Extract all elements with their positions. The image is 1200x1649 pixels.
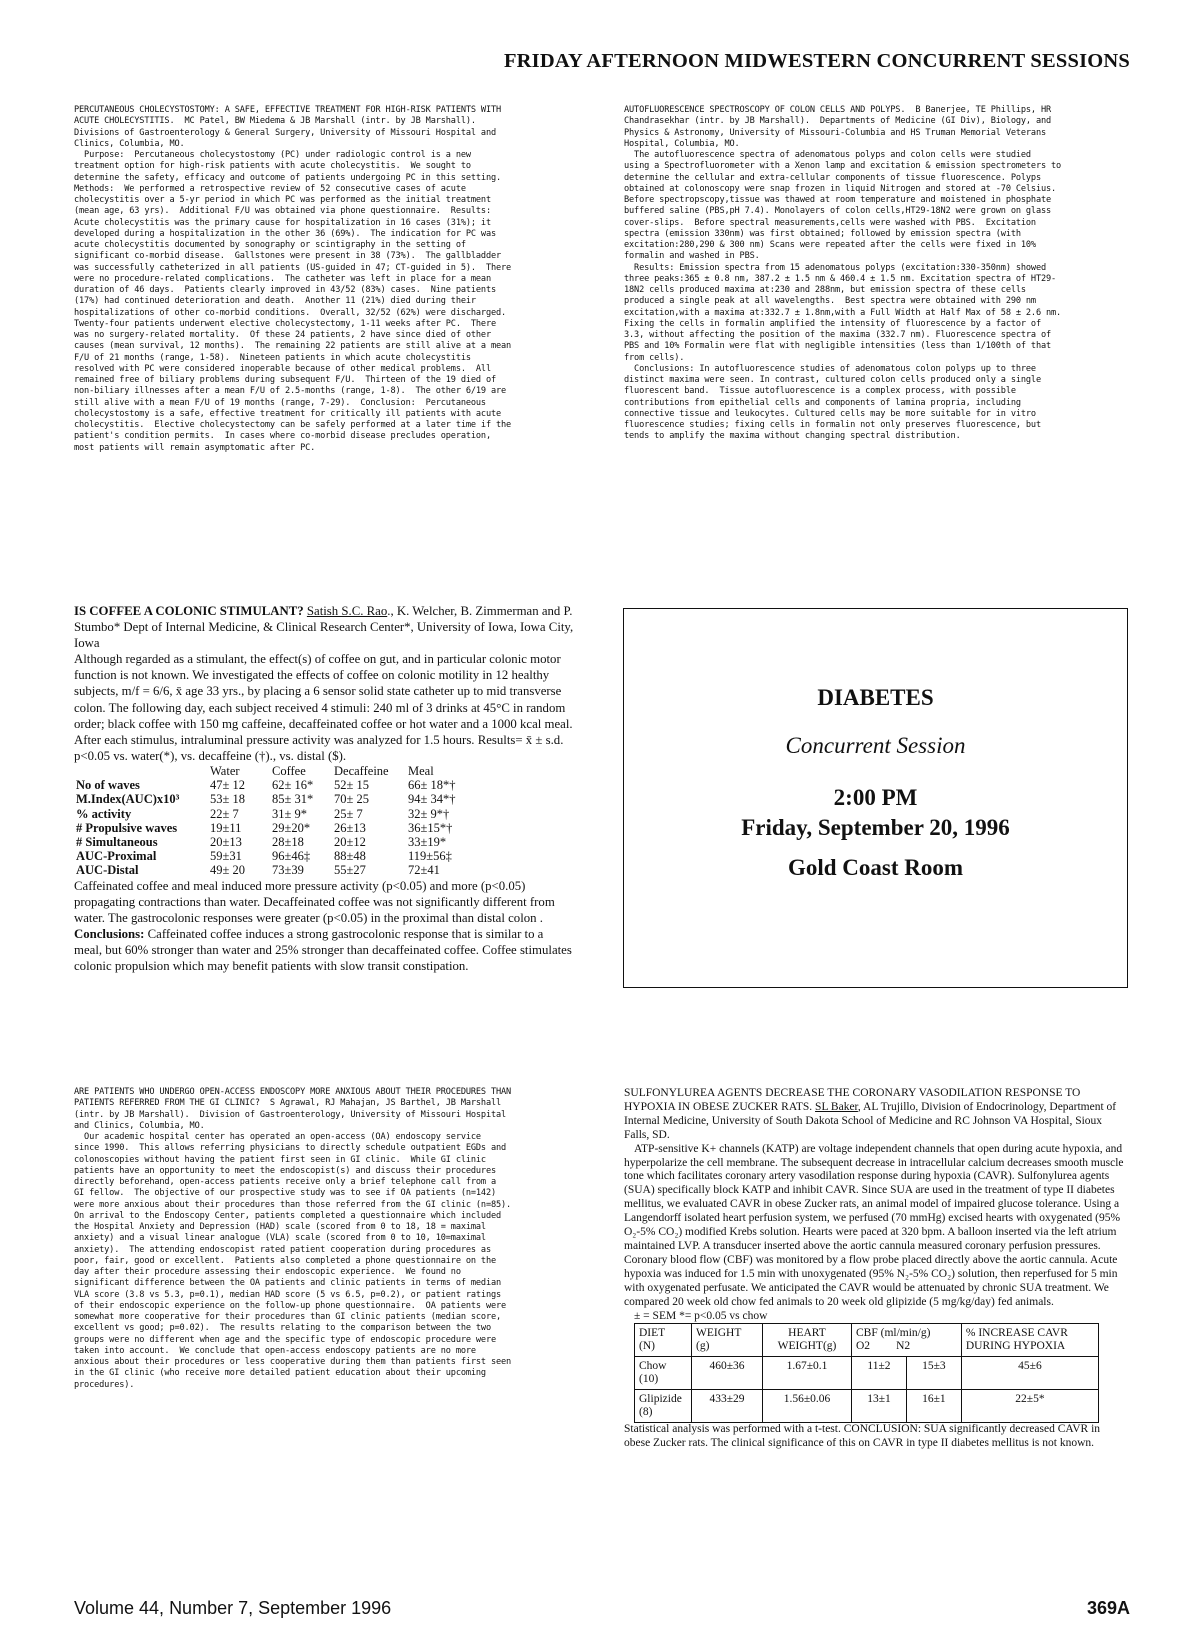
text-line: Twenty-four patients underwent elective cholecystectomy, 1-11 weeks after PC. There xyxy=(74,318,497,329)
text-line: excitation,with a maxima at:332.7 ± 1.8nm,with a Full Width at Half Max of 58 ± 2.6 nm. xyxy=(624,307,1062,318)
abstract-coffee xyxy=(74,603,574,974)
table-header-cell: Meal xyxy=(408,763,434,778)
text-line: Methods: We performed a retrospective review of 52 consecutive cases of acute xyxy=(74,183,466,194)
footer-volume: Volume 44, Number 7, September 1996 xyxy=(74,1598,392,1618)
cell-diet: Chow xyxy=(639,1360,667,1373)
abstract-sulfonylurea-authors: , AL Trujillo, Division of Endocrinology, Department of Internal Medicine, University of South Dakota School of Medicine and RC Johnson VA Hospital, Sioux Falls, SD. xyxy=(624,1100,1117,1141)
cell-n2: 16±1 xyxy=(922,1393,946,1406)
table-cell: 47± 12 xyxy=(210,778,245,793)
table-cell: No of waves xyxy=(76,778,140,793)
table-row xyxy=(635,1390,1099,1423)
table-cell: 85± 31* xyxy=(272,792,314,807)
table-cell: 59±31 xyxy=(210,849,242,864)
cell-o2: 13±1 xyxy=(867,1393,891,1406)
text-line: anxious about their procedures or less cooperative during them than patients first seen xyxy=(74,1357,512,1367)
text-line: (mean age, 63 yrs). Additional F/U was obtained via phone questionnaire. Results: xyxy=(74,206,491,217)
abstract-sulfonylurea-title: SULFONYLUREA AGENTS DECREASE THE CORONARY VASODILATION RESPONSE TO HYPOXIA IN OBESE ZUCKER RATS. xyxy=(624,1087,1081,1113)
table-header-cell: Coffee xyxy=(272,763,306,778)
table-cell: 73±39 xyxy=(272,863,304,878)
text-line: resolved with PC were considered inoperable because of other medical problems. All xyxy=(74,363,491,374)
col-cbf: CBF (ml/min/g) xyxy=(856,1327,931,1340)
text-line: connective tissue and leukocytes. Cultured cells may be more suitable for in vitro xyxy=(624,408,1036,419)
text-line: excellent vs good; p=0.02). The results relating to the comparison between the two xyxy=(74,1323,491,1334)
page-header: FRIDAY AFTERNOON MIDWESTERN CONCURRENT SESSIONS xyxy=(503,50,1130,72)
text-line: buffered saline (PBS,pH 7.4). Monolayers of colon cells,HT29-18N2 were grown on glass xyxy=(624,206,1052,217)
session-date: Friday, September 20, 1996 xyxy=(741,815,1010,840)
text-line: Our academic hospital center has operated an open-access (OA) endoscopy service xyxy=(74,1132,481,1142)
text-line: cholecystostomy is a safe, effective treatment for critically ill patients with acute xyxy=(74,408,502,419)
table-cell xyxy=(635,1390,692,1423)
abstract-coffee-body: Although regarded as a stimulant, the effect(s) of coffee on gut, and in particular colonic motor function is not known. We investigated the effects of coffee on colonic motility in 12 healthy subjects, m/f = 6/6, x̄ age 33 yrs., by placing a 6 sensor solid state catheter up to mid transverse colon. The following day, each subject received 4 stimuli: 240 ml of 3 drinks at 45°C in random order; black coffee with 150 mg caffeine, decaffeinated coffee or hot water and a 1000 kcal meal. After each stimulus, intraluminal pressure activity was analyzed for 1.5 hours. Results= x̄ ± s.d. p<0.05 vs. water(*), vs. decaffeine (†)., vs. distal ($). xyxy=(74,652,573,763)
cell-o2: 11±2 xyxy=(867,1360,891,1373)
table-cell xyxy=(852,1357,907,1390)
table-cell xyxy=(961,1357,1098,1390)
cell-n2: 15±3 xyxy=(922,1360,946,1373)
table-cell: 62± 16* xyxy=(272,778,314,793)
session-announcement-box xyxy=(623,608,1128,988)
col-o2: O2 xyxy=(856,1340,871,1353)
text-line: Physics & Astronomy, University of Missouri-Columbia and HS Truman Memorial Veterans xyxy=(624,127,1047,138)
text-line: ACUTE CHOLECYSTITIS. MC Patel, BW Miedema & JB Marshall (intr. by JB Marshall). xyxy=(74,116,476,127)
text-line: significant co-morbid disease. Gallstones were present in 38 (73%). The gallbladder xyxy=(74,251,502,262)
text-line: spectra (emission 330nm) was first obtained; followed by emission spectra (with xyxy=(624,228,1021,239)
abstract-coffee-header xyxy=(74,603,574,651)
text-line: determine the cellular and extra-cellular components of tissue fluorescence. Polyps xyxy=(624,172,1041,183)
col-heart: HEART xyxy=(788,1327,826,1340)
table-cell xyxy=(692,1390,763,1423)
text-line: poor, fair, good or excellent. Patients also completed a phone questionnaire on the xyxy=(74,1255,497,1266)
table-cell: 55±27 xyxy=(334,863,366,878)
conclusion-text-post: Caffeinated coffee induces a strong gastrocolonic response that is similar to a meal, but 60% stronger than water and 25% stronger than decaffeinated coffee. Coffee stimulates colonic propulsion which may benefit patients with slow transit constipation. xyxy=(74,926,572,974)
table-cell xyxy=(635,1357,692,1390)
abstract-autofluorescence xyxy=(624,105,1124,443)
table-header-cell xyxy=(74,764,208,778)
text-line: Chandrasekhar (intr. by JB Marshall). Departments of Medicine (GI Div), Biology, and xyxy=(624,116,1052,127)
table-cell: 53± 18 xyxy=(210,792,245,807)
text-line: distinct maxima were seen. In contrast, cultured colon cells produced only a single xyxy=(624,375,1041,385)
cell-diet: Glipizide xyxy=(639,1393,682,1406)
text-line: somewhat more cooperative for their procedures than GI clinic patients (median score, xyxy=(74,1312,502,1322)
abstract-sulfonylurea-presenting-author: SL Baker xyxy=(815,1100,858,1113)
col-heart-unit: WEIGHT(g) xyxy=(777,1340,837,1353)
text-line: directly beforehand, open-access patients receive only a brief telephone call from a xyxy=(74,1177,497,1187)
table-cell: 32± 9*† xyxy=(408,806,450,821)
abstract-sulfonylurea xyxy=(624,1087,1129,1451)
text-line: fluorescent band. Tissue autofluorescence is a complex process, with possible xyxy=(624,386,1016,397)
text-line: anxiety). The attending endoscopist rated patient cooperation during procedures as xyxy=(74,1244,491,1255)
table-cell xyxy=(961,1390,1098,1423)
text-line: using a Spectrofluorometer with a Xenon lamp and excitation & emission spectrometers to xyxy=(624,161,1062,172)
text-line: patients have an opportunity to meet the endoscopist(s) and discuss their procedures xyxy=(74,1165,497,1176)
text-line: non-biliary illnesses after a mean F/U of 2.5-months (range, 1-8). The other 6/19 are xyxy=(74,386,507,397)
text-line: Clinics, Columbia, MO. xyxy=(74,138,185,149)
table-row xyxy=(74,778,458,792)
table-cell xyxy=(763,1357,852,1390)
text-line: anxiety) and a visual linear analogue (VLA) scale (scored from 0 to 10, 10=maximal xyxy=(74,1233,486,1244)
text-line: Purpose: Percutaneous cholecystostomy (PC) under radiologic control is a new xyxy=(74,150,471,160)
text-line: from cells). xyxy=(624,352,685,363)
table-cell: 20±12 xyxy=(334,834,366,849)
text-line: obtained at colonoscopy were snap frozen in liquid Nitrogen and stored at -70 Celsius. xyxy=(624,183,1057,194)
text-line: VLA score (3.8 vs 5.3, p=0.1), median HAD score (5 vs 6.5, p=0.2), or patient ratings xyxy=(74,1289,502,1300)
table-cell: 96±46‡ xyxy=(272,849,311,864)
table-cell xyxy=(906,1357,961,1390)
text-line: 18N2 cells produced maxima at:230 and 288nm, but emission spectra of these cells xyxy=(624,285,1026,295)
text-line: PBS and 10% Formalin were flat with negligible intensities (less than 1/100th of that xyxy=(624,341,1052,352)
text-line: taken into account. We conclude that open-access endoscopy patients are no more xyxy=(74,1345,476,1356)
text-line: procedures). xyxy=(74,1379,135,1390)
abstract-sulfonylurea-header xyxy=(624,1087,1129,1143)
table-cell: 94± 34*† xyxy=(408,792,456,807)
cell-heart: 1.56±0.06 xyxy=(783,1393,831,1406)
table-cell: 25± 7 xyxy=(334,806,363,821)
col-weight-unit: (g) xyxy=(696,1340,710,1353)
abstract-percutaneous-cholecystostomy xyxy=(74,105,574,454)
table-cell: 20±13 xyxy=(210,834,242,849)
text-line: PATIENTS REFERRED FROM THE GI CLINIC? S Agrawal, RJ Mahajan, JS Barthel, JB Marshall xyxy=(74,1098,502,1109)
col-increase: % INCREASE CAVR xyxy=(965,1327,1068,1340)
text-line: Divisions of Gastroenterology & General Surgery, University of Missouri Hospital and xyxy=(74,127,497,138)
text-line: developed during a hospitalization in the other 36 (69%). The indication for PC was xyxy=(74,228,497,239)
session-subtitle: Concurrent Session xyxy=(785,733,966,758)
col-increase-sub: DURING HYPOXIA xyxy=(965,1340,1066,1353)
text-line: (intr. by JB Marshall). Division of Gastroenterology, University of Missouri Hospital xyxy=(74,1109,507,1120)
cell-inc: 45±6 xyxy=(1018,1360,1042,1373)
text-line: cover-slips. Before spectral measurements,cells were washed with PBS. Excitation xyxy=(624,217,1036,228)
text-line: remained free of biliary problems during subsequent F/U. Thirteen of the 19 died of xyxy=(74,375,497,385)
text-line: Before spectropscopy,tissue was thawed at room temperature and moistened in phosphate xyxy=(624,195,1052,205)
abstract-coffee-title: IS COFFEE A COLONIC STIMULANT? xyxy=(74,604,304,618)
text-line: day after their procedure assessing their endoscopic experience. We found no xyxy=(74,1267,461,1277)
table-cell: AUC-Proximal xyxy=(76,849,157,864)
table-cell: 72±41 xyxy=(408,863,440,878)
table-row xyxy=(74,863,458,877)
text-line: PERCUTANEOUS CHOLECYSTOSTOMY: A SAFE, EFFECTIVE TREATMENT FOR HIGH-RISK PATIENTS WITH xyxy=(74,105,502,115)
table-cell: 19±11 xyxy=(210,820,242,835)
table-cell: 70± 25 xyxy=(334,792,369,807)
text-line: acute cholecystitis documented by sonography or scintigraphy in the setting of xyxy=(74,240,466,250)
table-cell: # Propulsive waves xyxy=(76,820,178,835)
session-room: Gold Coast Room xyxy=(787,855,964,880)
text-line: was successfully catheterized in all patients (US-guided in 47; CT-guided in 5). There xyxy=(74,262,512,273)
text-line: groups were no different when age and the specific type of endoscopic procedure were xyxy=(74,1334,497,1345)
text-line: determine the safety, efficacy and outcome of patients undergoing PC in this setting. xyxy=(74,172,502,183)
table-cell: 52± 15 xyxy=(334,778,369,793)
text-line: excitation:280,290 & 300 nm) Scans were repeated after the cells were fixed in 10% xyxy=(624,240,1036,250)
table-header-row xyxy=(635,1324,1099,1357)
table-cell: 119±56‡ xyxy=(408,849,452,864)
col-n2: N2 xyxy=(896,1340,911,1353)
table-row xyxy=(635,1357,1099,1390)
table-row xyxy=(74,807,458,821)
abstract-sulfonylurea-footer: Statistical analysis was performed with a t-test. CONCLUSION: SUA significantly decreased CAVR in obese Zucker rats. The clinical significance of this on CAVR in type II diabetes mellitus is not known. xyxy=(624,1423,1101,1450)
col-weight: WEIGHT xyxy=(696,1327,742,1340)
abstract-coffee-authors: ., K. Welcher, B. Zimmerman and P. Stumbo* Dept of Internal Medicine, & Clinical Research Center*, University of Iowa, Iowa City, Iowa xyxy=(74,604,574,651)
text-line: cholecystitis. Elective cholecystectomy can be safely performed at a later time if the xyxy=(74,420,512,430)
table-cell: 26±13 xyxy=(334,820,366,835)
table-cell: # Simultaneous xyxy=(76,834,158,849)
text-line: of their endoscopic experience on the follow-up phone questionnaire. OA patients were xyxy=(74,1300,507,1311)
text-line: three peaks:365 ± 0.8 nm, 387.2 ± 1.5 nm & 460.4 ± 1.5 nm. Excitation spectra of HT29- xyxy=(624,273,1057,284)
session-title: DIABETES xyxy=(817,685,934,710)
table-cell: 36±15*† xyxy=(408,820,453,835)
text-line: treatment option for high-risk patients with acute cholecystitis. We sought to xyxy=(74,161,471,172)
table-cell: 88±48 xyxy=(334,849,366,864)
cell-n: (10) xyxy=(639,1373,659,1386)
table-cell: 33±19* xyxy=(408,834,447,849)
text-line: The autofluorescence spectra of adenomatous polyps and colon cells were studied xyxy=(624,150,1031,160)
text-line: Conclusions: In autofluorescence studies of adenomatous colon polyps up to three xyxy=(624,363,1036,374)
text-line: hospitalizations of other co-morbid conditions. Overall, 32/52 (62%) were discharged. xyxy=(74,307,507,318)
text-line: patient's condition permits. In cases where co-morbid disease precludes operation, xyxy=(74,431,491,442)
table-cell xyxy=(692,1357,763,1390)
text-line: and Clinics, Columbia, MO. xyxy=(74,1120,205,1131)
text-line: duration of 46 days. Patients clearly improved in 43/52 (83%) cases. Nine patients xyxy=(74,285,497,295)
text-line: the Hospital Anxiety and Depression (HAD) scale (scored from 0 to 18, 18 = maximal xyxy=(74,1222,486,1232)
table-cell: % activity xyxy=(76,806,132,821)
table-cell: 49± 20 xyxy=(210,863,245,878)
text-line: colonoscopies without having the patient first seen in GI clinic. While GI clinic xyxy=(74,1154,486,1165)
text-line: cholecystitis over a 5-yr period in which PC was performed as the initial treatment xyxy=(74,195,491,205)
text-line: F/U of 21 months (range, 1-58). Nineteen patients in which acute cholecystitis xyxy=(74,352,471,363)
table-header-cell: Water xyxy=(210,763,240,778)
text-line: contributions from epithelial cells and components of lamina propria, including xyxy=(624,397,1021,408)
text-line: (17%) had continued deterioration and death. Another 11 (21%) died during their xyxy=(74,296,476,307)
text-line: ARE PATIENTS WHO UNDERGO OPEN-ACCESS ENDOSCOPY MORE ANXIOUS ABOUT THEIR PROCEDURES THAN xyxy=(74,1087,512,1097)
text-line: causes (mean survival, 12 months). The remaining 22 patients are still alive at a mean xyxy=(74,341,512,352)
text-line: AUTOFLUORESCENCE SPECTROSCOPY OF COLON CELLS AND POLYPS. B Banerjee, TE Phillips, HR xyxy=(624,105,1052,115)
text-line: Acute cholecystitis was the primary cause for hospitalization in 16 cases (31%); it xyxy=(74,217,491,228)
text-line: in the GI clinic (who receive more detailed patient education about their upcoming xyxy=(74,1368,486,1379)
abstract-sulfonylurea-body: ATP-sensitive K+ channels (KATP) are voltage independent channels that open during acute hypoxia, and hyperpolarize the cell membrane. The subsequent decrease in intracellular calcium decreases smooth muscle tone which facilitates coronary artery vasodilation response during hypoxia (CAVR). Sulfonylurea agents (SUA) specifically block KATP and inhibit CAVR. Since SUA are used in the treatment of type II diabetes mellitus, we evaluated CAVR in obese Zucker rats, an animal model of impaired glucose tolerance. Using a Langendorff isolated heart perfusion system, we perfused (70 mmHg) excised hearts with oxygenated (95% O₂-5% CO₂) modified Krebs solution. Hearts were paced at 320 bpm. A balloon inserted via the left atrium maintained LVP. A transducer inserted above the aortic cannula measured coronary perfusion pressures. Coronary blood flow (CBF) was monitored by a flow probe placed directly above the aortic cannula. Acute hypoxia was induced for 1.5 min with unoxygenated (95% N₂-5% CO₂) solution, then reperfused for 5 min with oxygenated perfusate. We anticipated the CAVR would be attenuated by chronic SUA treatment. We compared 20 week old chow fed animals to 20 week old glipizide (5 mg/kg/day) fed animals. xyxy=(624,1142,1124,1308)
table-row xyxy=(74,821,458,835)
table-legend: ± = SEM *= p<0.05 vs chow xyxy=(634,1309,768,1322)
table-cell: 29±20* xyxy=(272,820,311,835)
session-time: 2:00 PM xyxy=(833,785,918,810)
table-cell xyxy=(906,1390,961,1423)
text-line: fluorescence studies; fixing cells in formalin not only preserves fluorescence, but xyxy=(624,420,1041,430)
sulfonylurea-results-table xyxy=(634,1323,1099,1423)
coffee-results-table xyxy=(74,764,458,878)
table-cell: 66± 18*† xyxy=(408,778,456,793)
text-line: produced a single peak at all wavelengths. Best spectra were obtained with 290 nm xyxy=(624,296,1036,307)
cell-weight: 433±29 xyxy=(709,1393,745,1406)
text-line: since 1990. This allows referring physicians to directly schedule outpatient EGDs and xyxy=(74,1143,507,1154)
table-cell: 31± 9* xyxy=(272,806,307,821)
table-row xyxy=(74,835,458,849)
text-line: Fixing the cells in formalin amplified the intensity of fluorescence by a factor of xyxy=(624,318,1041,329)
text-line: formalin and washed in PBS. xyxy=(624,251,760,262)
table-cell: M.Index(AUC)x10³ xyxy=(76,792,180,807)
abstract-coffee-conclusion xyxy=(74,878,574,975)
table-row xyxy=(74,792,458,806)
text-line: Results: Emission spectra from 15 adenomatous polyps (excitation:330-350nm) showed xyxy=(624,262,1047,273)
text-line: Hospital, Columbia, MO. xyxy=(624,138,740,149)
cell-heart: 1.67±0.1 xyxy=(786,1360,828,1373)
table-cell: 28±18 xyxy=(272,834,304,849)
text-line: most patients will remain asymptomatic after PC. xyxy=(74,442,316,453)
abstract-coffee-presenting-author: Satish S.C. Rao xyxy=(306,604,388,618)
col-diet-n: (N) xyxy=(639,1340,655,1353)
col-diet: DIET xyxy=(639,1327,666,1340)
text-line: On arrival to the Endoscopy Center, patients completed a questionnaire which included xyxy=(74,1210,502,1221)
text-line: GI fellow. The objective of our prospective study was to see if OA patients (n=142) xyxy=(74,1188,497,1199)
text-line: still alive with a mean F/U of 19 months (range, 7-29). Conclusion: Percutaneous xyxy=(74,397,486,408)
table-cell xyxy=(763,1390,852,1423)
cell-inc: 22±5* xyxy=(1015,1393,1045,1406)
text-line: were more anxious about their procedures than those referred from the GI clinic (n=85). xyxy=(74,1199,512,1210)
table-row xyxy=(74,849,458,863)
cell-n: (8) xyxy=(639,1406,653,1419)
footer-page-number: 369A xyxy=(1086,1598,1130,1618)
table-cell: AUC-Distal xyxy=(76,863,139,878)
table-cell: 22± 7 xyxy=(210,806,239,821)
text-line: was no surgery-related mortality. Of these 24 patients, 2 have since died of other xyxy=(74,330,491,340)
text-line: significant difference between the OA patients and clinic patients in terms of median xyxy=(74,1278,502,1289)
conclusion-text-pre: Caffeinated coffee and meal induced more pressure activity (p<0.05) and more (p<0.05) propagating contractions than water. Decaffeinated coffee was not significantly different from water. The gastrocolonic responses were greater (p<0.05) in the proximal than distal colon . xyxy=(74,878,555,925)
abstract-open-access-endoscopy xyxy=(74,1087,594,1391)
cell-weight: 460±36 xyxy=(709,1360,745,1373)
text-line: were no procedure-related complications. The catheter was left in place for a mean xyxy=(74,273,491,284)
table-cell xyxy=(852,1390,907,1423)
table-header-cell: Decaffeine xyxy=(334,763,389,778)
text-line: 3.3, without affecting the position of the maxima (332.7 nm). Fluorescence spectra of xyxy=(624,330,1052,340)
conclusions-label: Conclusions: xyxy=(74,926,145,941)
text-line: tends to amplify the maxima without changing spectral distribution. xyxy=(624,431,961,442)
